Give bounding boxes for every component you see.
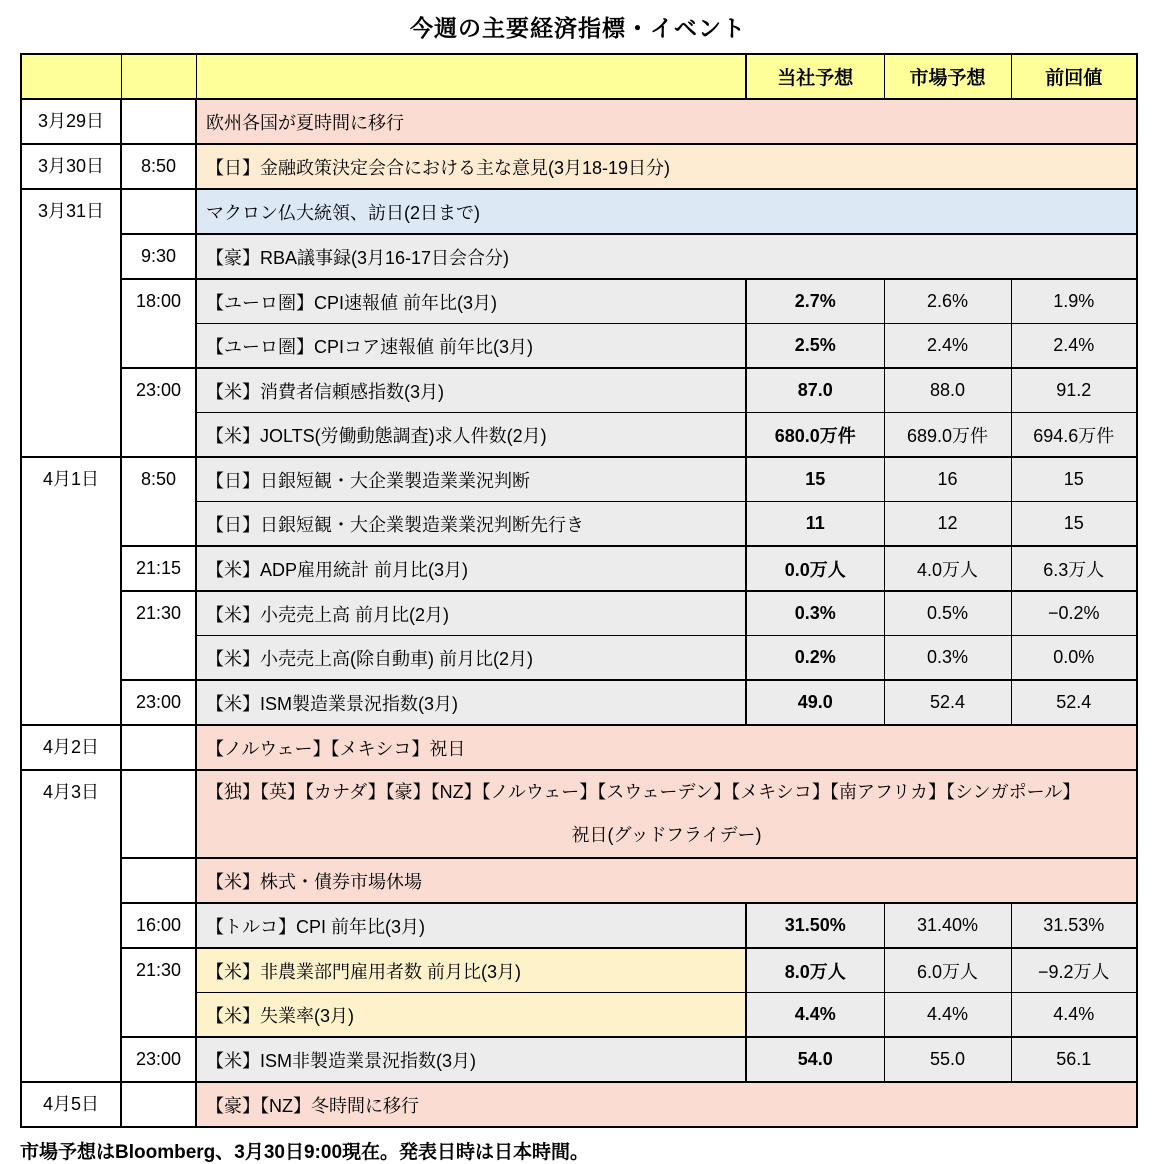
market-forecast-cell: 12 [884, 502, 1011, 547]
event-cell: 【米】ADP雇用統計 前月比(3月) [196, 546, 746, 591]
table-row [21, 903, 1137, 948]
event-cell: 【ユーロ圏】CPI速報値 前年比(3月) [196, 279, 746, 324]
time-cell: 21:15 [121, 546, 196, 591]
time-cell [121, 189, 196, 234]
column-header-event [196, 54, 746, 99]
event-cell: 【米】JOLTS(労働動態調査)求人件数(2月) [196, 413, 746, 458]
previous-value-cell: 0.0% [1011, 636, 1137, 681]
time-cell [121, 858, 196, 903]
previous-value-cell: 694.6万件 [1011, 413, 1137, 458]
table-row [21, 770, 1137, 858]
table-row [21, 1082, 1137, 1127]
date-cell: 4月2日 [21, 725, 121, 770]
market-forecast-cell: 4.0万人 [884, 546, 1011, 591]
own-forecast-cell: 87.0 [746, 368, 884, 413]
table-row [21, 1037, 1137, 1082]
own-forecast-cell: 680.0万件 [746, 413, 884, 458]
event-cell: 欧州各国が夏時間に移行 [196, 99, 1137, 144]
own-forecast-cell: 15 [746, 457, 884, 502]
table-row [21, 368, 1137, 413]
previous-value-cell: 31.53% [1011, 903, 1137, 948]
market-forecast-cell: 88.0 [884, 368, 1011, 413]
own-forecast-cell: 0.2% [746, 636, 884, 681]
market-forecast-cell: 2.6% [884, 279, 1011, 324]
date-cell: 4月1日 [21, 457, 121, 725]
event-line-1: 【独】【英】【カナダ】【豪】【NZ】【ノルウェー】【スウェーデン】【メキシコ】【南アフリカ】【シンガポール】 [206, 782, 1081, 802]
time-cell: 21:30 [121, 591, 196, 680]
previous-value-cell: −9.2万人 [1011, 948, 1137, 993]
own-forecast-cell: 0.0万人 [746, 546, 884, 591]
event-cell [196, 770, 1137, 858]
table-row [21, 858, 1137, 903]
time-cell: 18:00 [121, 279, 196, 368]
market-forecast-cell: 55.0 [884, 1037, 1011, 1082]
event-cell: マクロン仏大統領、訪日(2日まで) [196, 189, 1137, 234]
time-cell: 23:00 [121, 680, 196, 725]
event-cell: 【日】金融政策決定会合における主な意見(3月18-19日分) [196, 144, 1137, 189]
time-cell [121, 99, 196, 144]
time-cell: 8:50 [121, 144, 196, 189]
event-cell: 【米】ISM非製造業景況指数(3月) [196, 1037, 746, 1082]
previous-value-cell: −0.2% [1011, 591, 1137, 636]
date-cell: 4月5日 [21, 1082, 121, 1127]
market-forecast-cell: 689.0万件 [884, 413, 1011, 458]
column-header-own-forecast: 当社予想 [746, 54, 884, 99]
column-header-market-forecast: 市場予想 [884, 54, 1011, 99]
event-cell: 【米】消費者信頼感指数(3月) [196, 368, 746, 413]
own-forecast-cell: 8.0万人 [746, 948, 884, 993]
column-header-time [121, 54, 196, 99]
previous-value-cell: 15 [1011, 502, 1137, 547]
own-forecast-cell: 0.3% [746, 591, 884, 636]
own-forecast-cell: 54.0 [746, 1037, 884, 1082]
previous-value-cell: 52.4 [1011, 680, 1137, 725]
time-cell: 21:30 [121, 948, 196, 1037]
previous-value-cell: 6.3万人 [1011, 546, 1137, 591]
own-forecast-cell: 4.4% [746, 993, 884, 1038]
market-forecast-cell: 2.4% [884, 324, 1011, 369]
event-cell: 【米】小売売上高(除自動車) 前月比(2月) [196, 636, 746, 681]
own-forecast-cell: 49.0 [746, 680, 884, 725]
own-forecast-cell: 11 [746, 502, 884, 547]
page-title: 今週の主要経済指標・イベント [410, 15, 746, 41]
market-forecast-cell: 0.5% [884, 591, 1011, 636]
table-row [21, 457, 1137, 502]
event-cell: 【豪】【NZ】冬時間に移行 [196, 1082, 1137, 1127]
previous-value-cell: 15 [1011, 457, 1137, 502]
event-cell: 【米】株式・債券市場休場 [196, 858, 1137, 903]
time-cell [121, 725, 196, 770]
previous-value-cell: 1.9% [1011, 279, 1137, 324]
time-cell [121, 770, 196, 858]
table-row [21, 99, 1137, 144]
table-row [21, 189, 1137, 234]
event-cell: 【米】ISM製造業景況指数(3月) [196, 680, 746, 725]
event-cell: 【豪】RBA議事録(3月16-17日会合分) [196, 234, 1137, 279]
table-row [21, 948, 1137, 993]
event-cell: 【米】失業率(3月) [196, 993, 746, 1038]
time-cell: 8:50 [121, 457, 196, 546]
event-cell: 【ノルウェー】【メキシコ】祝日 [196, 725, 1137, 770]
time-cell: 16:00 [121, 903, 196, 948]
previous-value-cell: 91.2 [1011, 368, 1137, 413]
own-forecast-cell: 2.5% [746, 324, 884, 369]
table-row [21, 234, 1137, 279]
table-row [21, 279, 1137, 324]
event-cell: 【米】非農業部門雇用者数 前月比(3月) [196, 948, 746, 993]
header-row [21, 54, 1137, 99]
time-cell: 23:00 [121, 368, 196, 457]
market-forecast-cell: 52.4 [884, 680, 1011, 725]
event-cell: 【日】日銀短観・大企業製造業業況判断先行き [196, 502, 746, 547]
event-cell: 【ユーロ圏】CPIコア速報値 前年比(3月) [196, 324, 746, 369]
event-cell: 【トルコ】CPI 前年比(3月) [196, 903, 746, 948]
own-forecast-cell: 2.7% [746, 279, 884, 324]
own-forecast-cell: 31.50% [746, 903, 884, 948]
table-row [21, 591, 1137, 636]
table-row [21, 725, 1137, 770]
market-forecast-cell: 6.0万人 [884, 948, 1011, 993]
table-row [21, 144, 1137, 189]
previous-value-cell: 4.4% [1011, 993, 1137, 1038]
previous-value-cell: 56.1 [1011, 1037, 1137, 1082]
time-cell: 23:00 [121, 1037, 196, 1082]
market-forecast-cell: 31.40% [884, 903, 1011, 948]
market-forecast-cell: 16 [884, 457, 1011, 502]
date-cell: 4月3日 [21, 770, 121, 1082]
event-cell: 【日】日銀短観・大企業製造業業況判断 [196, 457, 746, 502]
table-row [21, 546, 1137, 591]
date-cell: 3月29日 [21, 99, 121, 144]
economic-calendar-table [20, 53, 1138, 1128]
previous-value-cell: 2.4% [1011, 324, 1137, 369]
table-row [21, 680, 1137, 725]
footnote: 市場予想はBloomberg、3月30日9:00現在。発表日時は日本時間。 [20, 1142, 590, 1163]
time-cell: 9:30 [121, 234, 196, 279]
market-forecast-cell: 4.4% [884, 993, 1011, 1038]
date-cell: 3月30日 [21, 144, 121, 189]
column-header-previous-value: 前回値 [1011, 54, 1137, 99]
market-forecast-cell: 0.3% [884, 636, 1011, 681]
event-line-2: 祝日(グッドフライデー) [571, 825, 762, 845]
time-cell [121, 1082, 196, 1127]
event-cell: 【米】小売売上高 前月比(2月) [196, 591, 746, 636]
column-header-date [21, 54, 121, 99]
date-cell: 3月31日 [21, 189, 121, 457]
